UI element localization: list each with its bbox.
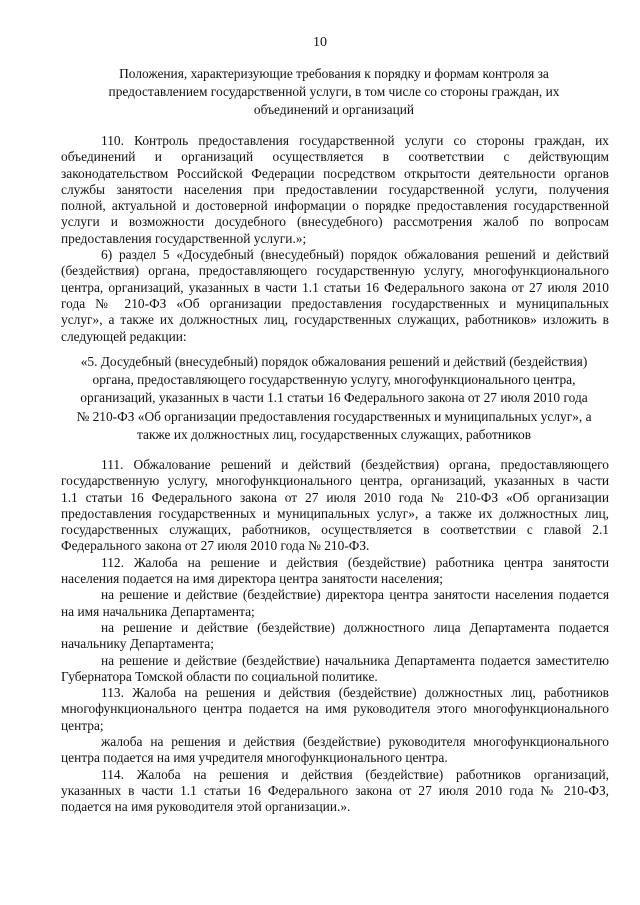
paragraph-line: (бездействия) органа, предоставляющего государственную услугу, многофункционального: [61, 263, 609, 279]
paragraph-line: объединений и организаций осуществляется в соответствии с действующим: [61, 149, 609, 165]
page-number: 10: [313, 35, 327, 50]
paragraph-line: на имя начальника Департамента;: [61, 603, 255, 619]
paragraph-line: многофункционального центра подается на имя руководителя этого многофункционального: [61, 701, 609, 717]
paragraph: [61, 767, 609, 816]
section5-title-line: органа, предоставляющего государственную услугу, многофункционального центра,: [92, 372, 576, 388]
paragraph: [61, 457, 609, 555]
paragraph-line: услуг», а также их должностных лиц, государственных служащих, работников» изложить в: [61, 312, 609, 328]
paragraph-line: Федерального закона от 27 июля 2010 года № 210-ФЗ.: [61, 538, 370, 554]
paragraph: [61, 653, 609, 686]
section5-title-line: также их должностных лиц, государственных служащих, работников: [136, 426, 532, 442]
paragraph-line: жалоба на решения и действия (бездействие) руководителя многофункционального: [101, 734, 609, 750]
paragraph-line: населения подается на имя директора центра занятости населения;: [61, 571, 444, 587]
paragraph-line: центра подается на имя учредителя многофункционального центра.: [61, 750, 448, 766]
section5-title-line: «5. Досудебный (внесудебный) порядок обжалования решений и действий (бездействия): [80, 354, 588, 369]
paragraph-line: центра, организаций, указанных в части 1.1 статьи 16 Федерального закона от 27 июля 2010: [61, 279, 609, 295]
paragraph-line: следующей редакции:: [61, 328, 187, 344]
paragraph-line: 114. Жалоба на решения и действия (бездействие) работников организаций,: [101, 766, 609, 782]
paragraph-line: года № 210-ФЗ «Об организации предоставления государственных и муниципальных: [61, 295, 609, 311]
section-title-line: Положения, характеризующие требования к порядку и формам контроля за: [119, 66, 549, 81]
section5-title: [58, 353, 610, 444]
paragraph-line: 110. Контроль предоставления государственной услуги со стороны граждан, их: [101, 133, 609, 148]
paragraph: [61, 620, 609, 653]
section5-title-line: организаций, указанных в части 1.1 статьи 16 Федерального закона от 27 июля 2010 года: [80, 390, 588, 406]
paragraph-line: Губернатора Томской области по социальной политике.: [61, 668, 378, 684]
body-text-block-a: [61, 133, 609, 345]
paragraph-line: начальнику Департамента;: [61, 636, 214, 652]
paragraph-line: предоставления государственных и муниципальных услуг», а также их должностных лиц,: [61, 505, 609, 521]
paragraph-line: на решение и действие (бездействие) должностного лица Департамента подается: [101, 619, 609, 635]
paragraph-line: указанных в части 1.1 статьи 16 Федерального закона от 27 июля 2010 года № 210-ФЗ,: [61, 782, 609, 798]
paragraph-line: подается на имя руководителя этой организации.».: [61, 799, 351, 815]
paragraph-line: 6) раздел 5 «Досудебный (внесудебный) порядок обжалования решений и действий: [101, 247, 609, 263]
paragraph-line: государственную услугу, многофункционального центра, организаций, указанных в части: [61, 473, 609, 489]
section-title-line: предоставлением государственной услуги, в том числе со стороны граждан, их: [108, 84, 560, 100]
paragraph-line: 111. Обжалование решений и действий (бездействия) органа, предоставляющего: [101, 457, 609, 472]
paragraph-line: службы занятости населения при предоставлении государственной услуги, получения: [61, 181, 609, 197]
paragraph: [61, 247, 609, 345]
section-title-line: объединений и организаций: [253, 102, 415, 118]
body-text-block-b: [61, 457, 609, 816]
paragraph-line: 113. Жалоба на решения и действия (бездействие) должностных лиц, работников: [101, 685, 609, 701]
paragraph-line: 1.1 статьи 16 Федерального закона от 27 июля 2010 года № 210-ФЗ «Об организации: [61, 489, 609, 505]
paragraph-line: услуги и возможности досудебного (внесудебного) рассмотрения жалоб по вопросам: [61, 214, 609, 230]
paragraph-line: центра;: [61, 717, 104, 733]
section-title: [60, 65, 608, 120]
paragraph-line: на решение и действие (бездействие) начальника Департамента подается заместителю: [101, 652, 609, 668]
paragraph: [61, 555, 609, 588]
paragraph: [61, 685, 609, 734]
paragraph-line: 112. Жалоба на решение и действия (бездействие) работника центра занятости: [101, 554, 609, 570]
paragraph-line: законодательством Российской Федерации посредством открытости деятельности органов: [61, 165, 609, 181]
paragraph-line: полной, актуальной и достоверной информации о порядке предоставления государственной: [61, 198, 609, 214]
paragraph-line: на решение и действие (бездействие) директора центра занятости населения подается: [101, 587, 609, 603]
paragraph: [61, 587, 609, 620]
paragraph: [61, 133, 609, 247]
paragraph-line: государственных служащих, работников, осуществляется в соответствии с главой 2.1: [61, 522, 609, 538]
section5-title-line: № 210-ФЗ «Об организации предоставления государственных и муниципальных услуг», а: [76, 408, 592, 424]
paragraph: [61, 734, 609, 767]
paragraph-line: предоставления государственной услуги.»;: [61, 230, 307, 246]
